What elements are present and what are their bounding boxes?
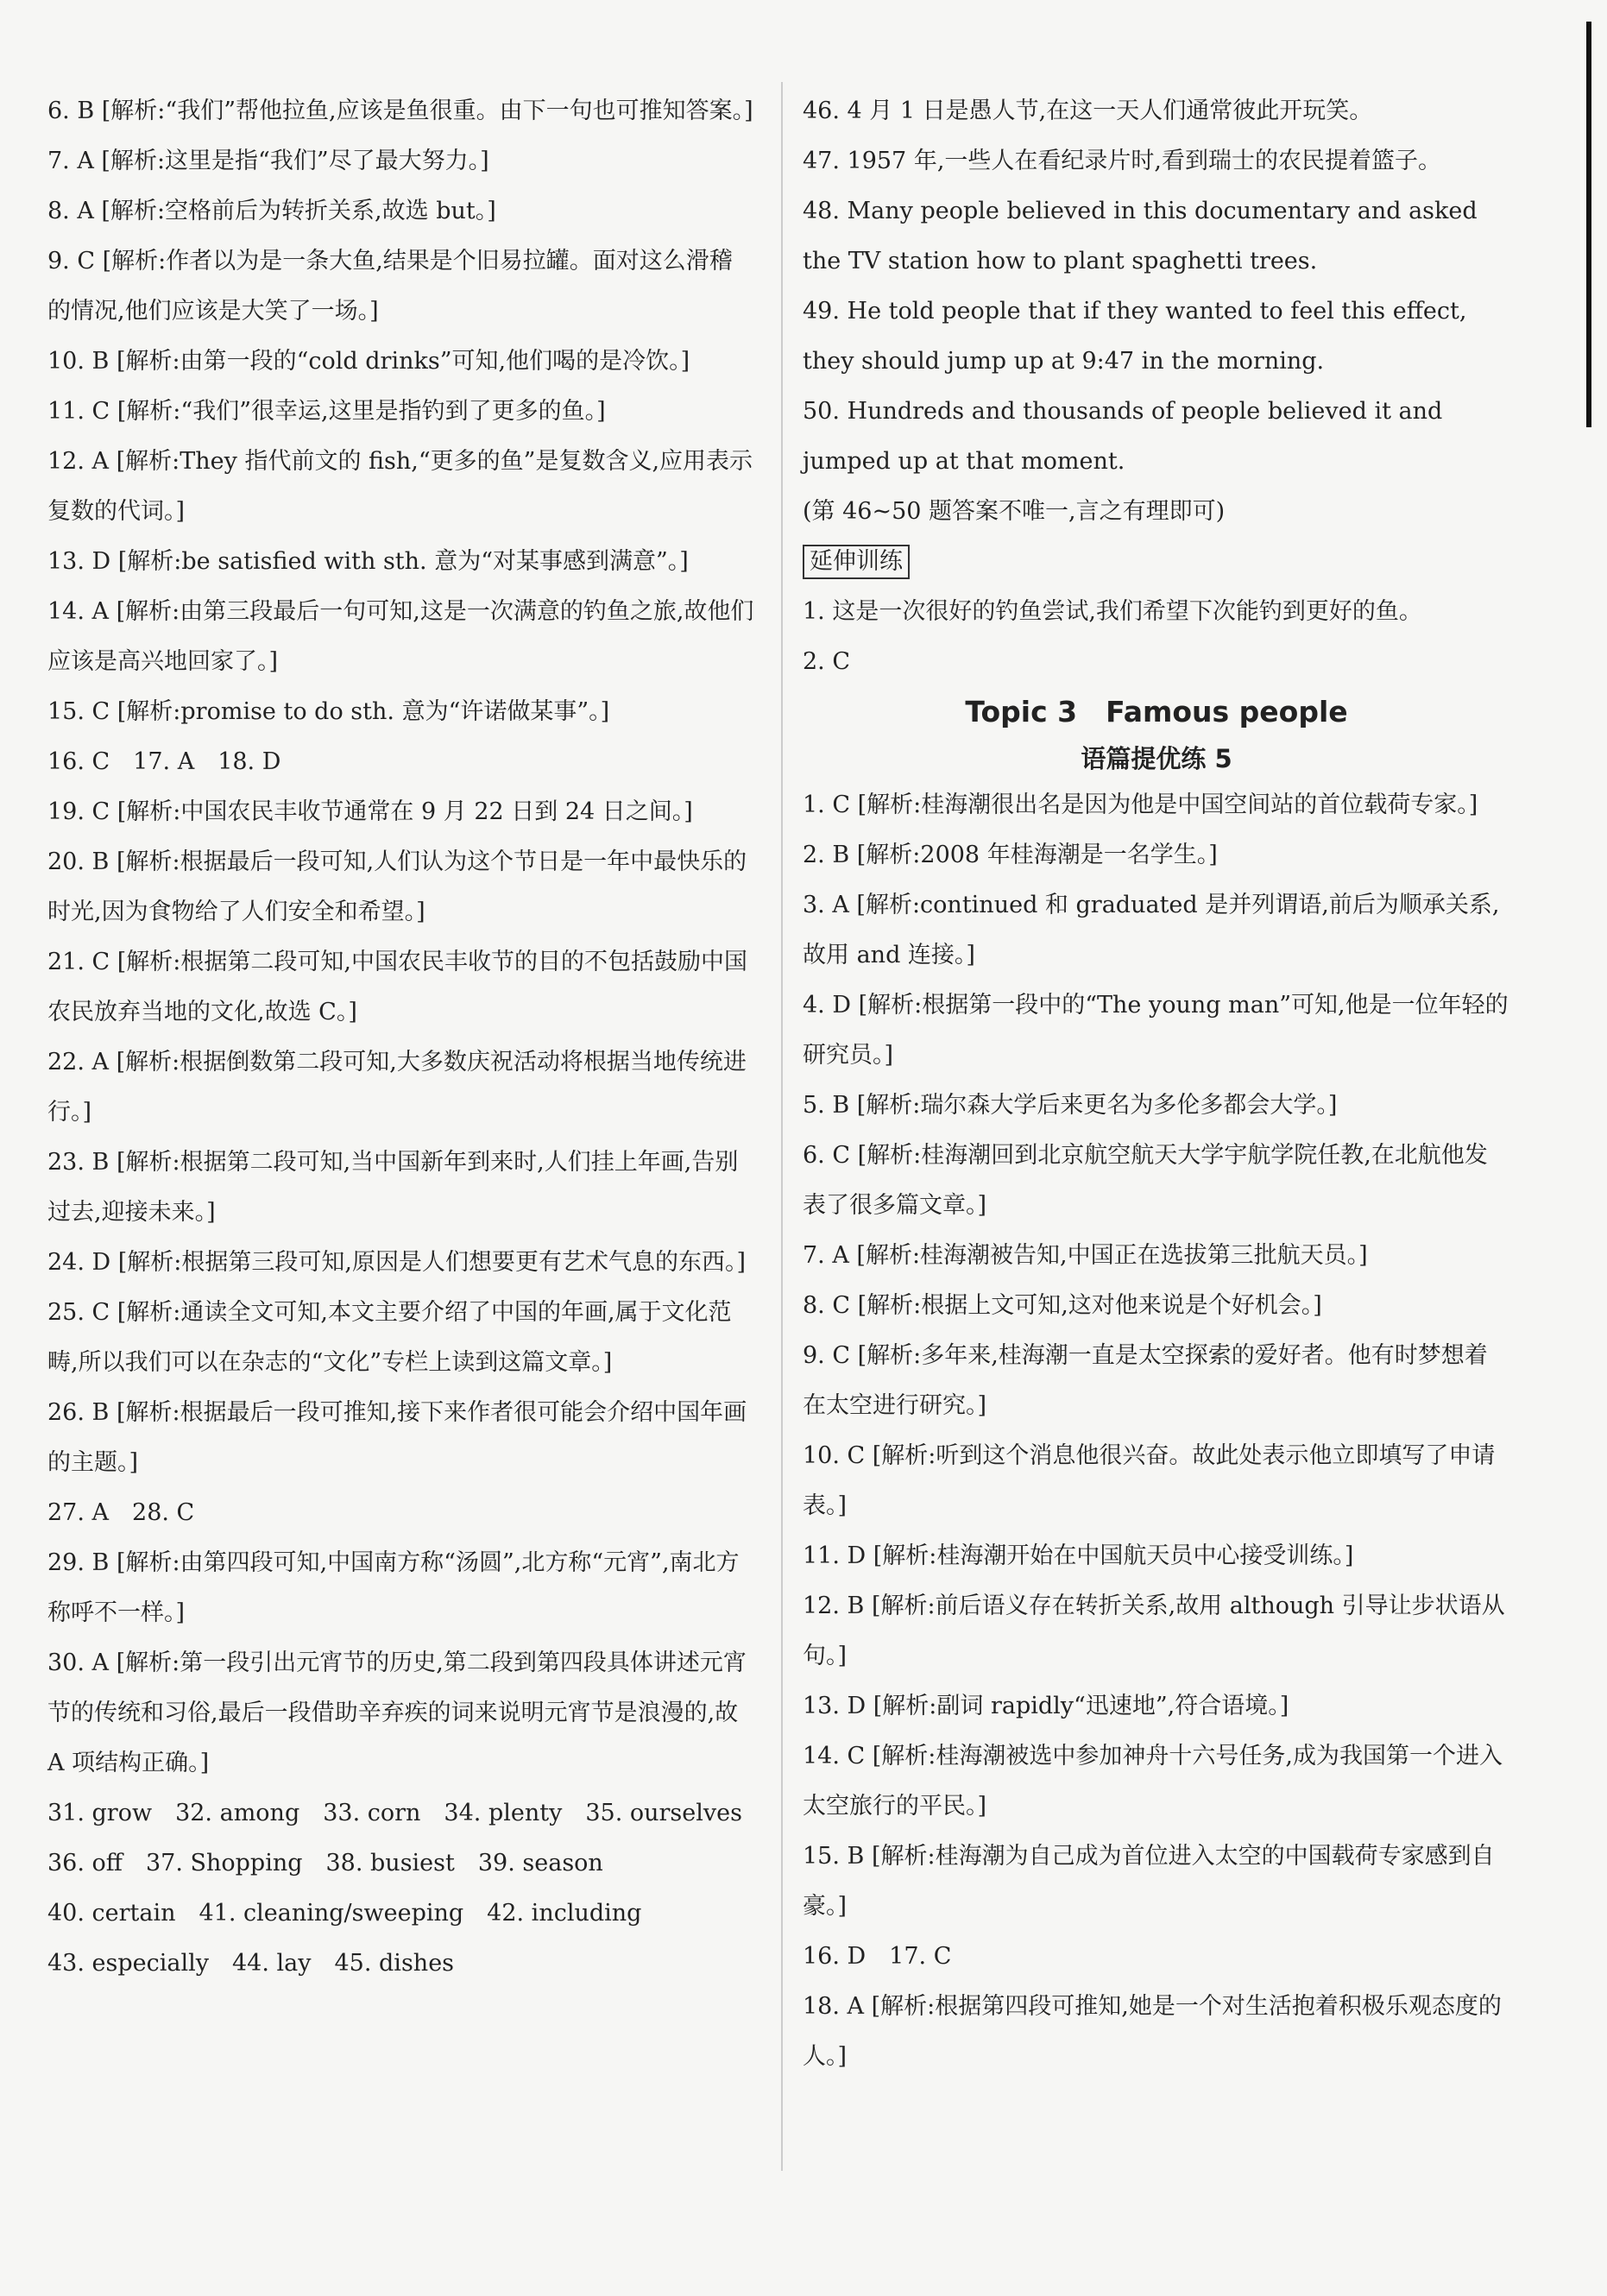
answer-item: 4. D [解析:根据第一段中的“The young man”可知,他是一位年轻的研究员。]	[803, 992, 1509, 1069]
answer-item: 36. off 37. Shopping 38. busiest 39. season	[47, 1850, 603, 1877]
answer-item: 7. A [解析:桂海潮被告知,中国正在选拔第三批航天员。]	[803, 1242, 1368, 1269]
answer-item: 2. C	[803, 648, 851, 675]
answer-item: 24. D [解析:根据第三段可知,原因是人们想要更有艺术气息的东西。]	[47, 1249, 746, 1276]
answer-item: 5. B [解析:瑞尔森大学后来更名为多伦多都会大学。]	[803, 1092, 1338, 1119]
answer-item: 13. D [解析:be satisfied with sth. 意为“对某事感到满意”。]	[47, 548, 689, 575]
answer-item: 43. especially 44. lay 45. dishes	[47, 1950, 455, 1977]
answer-item: 18. A [解析:根据第四段可推知,她是一个对生活抱着积极乐观态度的人。]	[803, 1993, 1502, 2070]
answer-item: 26. B [解析:根据最后一段可推知,接下来作者很可能会介绍中国年画的主题。]	[47, 1399, 747, 1476]
answer-item: 8. C [解析:根据上文可知,这对他来说是个好机会。]	[803, 1292, 1322, 1319]
answer-item: 9. C [解析:多年来,桂海潮一直是太空探索的爱好者。他有时梦想着在太空进行研究。]	[803, 1342, 1488, 1419]
answer-item: 22. A [解析:根据倒数第二段可知,大多数庆祝活动将根据当地传统进行。]	[47, 1049, 747, 1126]
answer-item: 27. A 28. C	[47, 1499, 195, 1526]
answer-item: 14. C [解析:桂海潮被选中参加神舟十六号任务,成为我国第一个进入太空旅行的平民。]	[803, 1743, 1503, 1820]
answer-item: 14. A [解析:由第三段最后一句可知,这是一次满意的钓鱼之旅,故他们应该是高兴地回家了。]	[47, 598, 754, 675]
answer-item: 12. A [解析:They 指代前文的 fish,“更多的鱼”是复数含义,应用表示复数的代词。]	[47, 448, 753, 525]
answer-item: 11. C [解析:“我们”很幸运,这里是指钓到了更多的鱼。]	[47, 398, 606, 425]
section-subtitle: 语篇提优练 5	[1081, 744, 1232, 773]
right-column	[803, 86, 1510, 2082]
answer-item: (第 46~50 题答案不唯一,言之有理即可)	[803, 498, 1226, 525]
answer-item: 31. grow 32. among 33. corn 34. plenty 35. ourselves	[47, 1800, 742, 1826]
answer-item: 21. C [解析:根据第二段可知,中国农民丰收节的目的不包括鼓励中国农民放弃当地的文化,故选 C。]	[47, 949, 747, 1025]
answer-item: 8. A [解析:空格前后为转折关系,故选 but。]	[47, 198, 496, 224]
answer-item: 1. 这是一次很好的钓鱼尝试,我们希望下次能钓到更好的鱼。	[803, 598, 1422, 625]
answer-item: 46. 4 月 1 日是愚人节,在这一天人们通常彼此开玩笑。	[803, 98, 1373, 124]
column-divider	[781, 82, 783, 2171]
answer-item: 2. B [解析:2008 年桂海潮是一名学生。]	[803, 842, 1218, 868]
answer-item: 15. C [解析:promise to do sth. 意为“许诺做某事”。]	[47, 698, 610, 725]
section-box-label: 延伸训练	[803, 545, 910, 579]
answer-item: 9. C [解析:作者以为是一条大鱼,结果是个旧易拉罐。面对这么滑稽的情况,他们应该是大笑了一场。]	[47, 248, 733, 325]
answer-item: 12. B [解析:前后语义存在转折关系,故用 although 引导让步状语从句。]	[803, 1593, 1505, 1669]
answer-item: 16. D 17. C	[803, 1943, 952, 1970]
answer-item: 10. B [解析:由第一段的“cold drinks”可知,他们喝的是冷饮。]	[47, 348, 690, 375]
answer-item: 47. 1957 年,一些人在看纪录片时,看到瑞士的农民提着篮子。	[803, 148, 1441, 174]
answer-item: 48. Many people believed in this documentary and asked the TV station how to plant spaghetti trees.	[803, 198, 1478, 274]
answer-item: 6. B [解析:“我们”帮他拉鱼,应该是鱼很重。由下一句也可推知答案。]	[47, 98, 753, 124]
answer-item: 20. B [解析:根据最后一段可知,人们认为这个节日是一年中最快乐的时光,因为食物给了人们安全和希望。]	[47, 848, 747, 925]
answer-item: 40. certain 41. cleaning/sweeping 42. including	[47, 1900, 642, 1927]
answer-item: 15. B [解析:桂海潮为自己成为首位进入太空的中国载荷专家感到自豪。]	[803, 1843, 1495, 1920]
answer-item: 16. C 17. A 18. D	[47, 748, 281, 775]
answer-item: 25. C [解析:通读全文可知,本文主要介绍了中国的年画,属于文化范畴,所以我们可以在杂志的“文化”专栏上读到这篇文章。]	[47, 1299, 732, 1376]
answer-item: 29. B [解析:由第四段可知,中国南方称“汤圆”,北方称“元宵”,南北方称呼不一样。]	[47, 1549, 740, 1626]
page-edge-mark	[1586, 22, 1591, 427]
topic-title: Topic 3 Famous people	[965, 695, 1348, 729]
answer-item: 6. C [解析:桂海潮回到北京航空航天大学宇航学院任教,在北航他发表了很多篇文章。]	[803, 1142, 1488, 1219]
answer-item: 10. C [解析:听到这个消息他很兴奋。故此处表示他立即填写了申请表。]	[803, 1442, 1496, 1519]
left-column	[47, 86, 755, 1989]
answer-item: 3. A [解析:continued 和 graduated 是并列谓语,前后为顺承关系,故用 and 连接。]	[803, 892, 1500, 968]
answer-item: 49. He told people that if they wanted to feel this effect, they should jump up at 9:47 in the morning.	[803, 298, 1467, 375]
answer-item: 11. D [解析:桂海潮开始在中国航天员中心接受训练。]	[803, 1542, 1354, 1569]
answer-item: 23. B [解析:根据第二段可知,当中国新年到来时,人们挂上年画,告别过去,迎接未来。]	[47, 1149, 739, 1226]
answer-item: 1. C [解析:桂海潮很出名是因为他是中国空间站的首位载荷专家。]	[803, 792, 1478, 818]
answer-item: 50. Hundreds and thousands of people believed it and jumped up at that moment.	[803, 398, 1443, 475]
answer-item: 7. A [解析:这里是指“我们”尽了最大努力。]	[47, 148, 489, 174]
answer-item: 13. D [解析:副词 rapidly“迅速地”,符合语境。]	[803, 1693, 1289, 1719]
answer-item: 19. C [解析:中国农民丰收节通常在 9 月 22 日到 24 日之间。]	[47, 798, 693, 825]
answer-item: 30. A [解析:第一段引出元宵节的历史,第二段到第四段具体讲述元宵节的传统和习俗,最后一段借助辛弃疾的词来说明元宵节是浪漫的,故 A 项结构正确。]	[47, 1649, 747, 1776]
